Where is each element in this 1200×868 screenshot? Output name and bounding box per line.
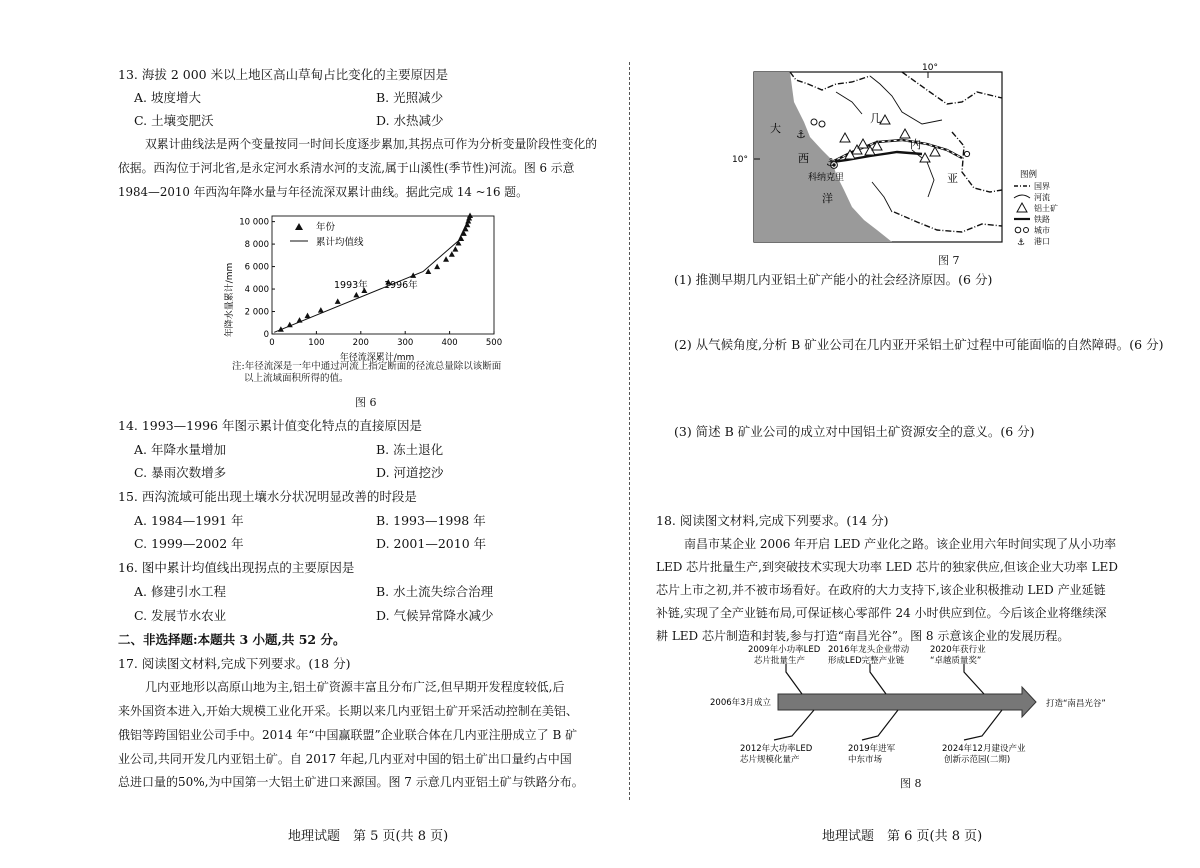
x-tick-label: 0 [269, 338, 275, 348]
milestone-2024-line-1: 2024年12月建设产业 [942, 744, 1026, 754]
q17-3: (3) 简述 B 矿业公司的成立对中国铝土矿资源安全的意义。(6 分) [674, 424, 1035, 439]
q13-option-c: C. 土壤变肥沃 [134, 113, 214, 128]
q17-2: (2) 从气候角度,分析 B 矿业公司在几内亚开采铝土矿过程中可能面临的自然障碍。(6 分) [674, 337, 1164, 352]
data-point-year [458, 235, 464, 241]
page-6-column [630, 0, 1200, 868]
timeline-start: 2006年3月成立 [710, 698, 772, 708]
map-legend [1014, 169, 1058, 248]
chart-x-axis-label: 年径流深累计/mm [339, 353, 415, 363]
intro-line-2: 依据。西沟位于河北省,是永定河水系清水河的支流,属于山溪性(季节性)河流。图 6 示意 [118, 161, 575, 175]
data-point-year [449, 251, 455, 257]
q14-stem: 14. 1993—1996 年图示累计值变化特点的直接原因是 [118, 418, 422, 433]
q14-option-b: B. 冻土退化 [376, 442, 444, 457]
figure-8-caption: 图 8 [900, 777, 922, 790]
y-tick-label: 10 000 [239, 217, 269, 228]
milestone-2009-line-1: 2009年小功率LED [748, 645, 821, 655]
data-point-year [467, 212, 473, 218]
x-tick-label: 100 [308, 338, 325, 348]
q15-option-b: B. 1993—1998 年 [376, 513, 486, 528]
milestone-2019-line-2: 中东市场 [848, 755, 883, 765]
y-tick-label: 8 000 [244, 240, 269, 251]
legend-port-icon: ⚓ [1017, 238, 1026, 248]
x-tick-label: 500 [485, 338, 503, 348]
data-point-year [287, 322, 293, 328]
q17-1: (1) 推测早期几内亚铝土矿产能小的社会经济原因。(6 分) [674, 272, 993, 287]
y-tick-label: 0 [263, 330, 269, 340]
q13-option-a: A. 坡度增大 [134, 90, 201, 105]
footer-page-5: 地理试题 第 5 页(共 8 页) [288, 829, 449, 844]
y-tick-label: 4 000 [244, 285, 269, 296]
map-longitude-label: 10° [922, 63, 938, 73]
q15-option-a: A. 1984—1991 年 [134, 513, 244, 528]
figure-6-chart [222, 210, 512, 370]
q17-line-1: 几内亚地形以高原山地为主,铝土矿资源丰富且分布广泛,但早期开发程度较低,后 [145, 680, 565, 694]
ocean-label-1: 大 [770, 122, 781, 135]
data-point-year [443, 256, 449, 262]
annotation-1996: 1996年 [384, 280, 418, 291]
country-label-3: 亚 [947, 172, 958, 185]
legend-port: 港口 [1034, 237, 1050, 246]
q17-line-2: 来外国资本进入,开始大规模工业化开采。长期以来几内亚铝土矿开采活动控制在美铝、 [118, 704, 578, 718]
data-point-year [297, 317, 303, 323]
q15-option-d: D. 2001—2010 年 [376, 536, 487, 551]
q15-stem: 15. 西沟流域可能出现土壤水分状况明显改善的时段是 [118, 489, 417, 504]
legend-border: 国界 [1034, 182, 1050, 191]
q17-line-3: 俄铝等跨国铝业公司手中。2014 年“中国赢联盟”企业联合体在几内亚注册成立了 B 矿 [118, 728, 578, 742]
figure-6-caption: 图 6 [355, 396, 377, 409]
legend-river: 河流 [1034, 193, 1050, 202]
x-tick-label: 300 [397, 338, 414, 348]
data-point-year [353, 292, 359, 298]
q14-option-c: C. 暴雨次数增多 [134, 465, 227, 480]
figure-6-note-line-2: 以上流域面积所得的值。 [244, 373, 349, 384]
chart-y-axis-label: 年降水量累计/mm [225, 262, 235, 338]
q13-option-b: B. 光照减少 [376, 90, 444, 105]
milestone-2012-line-2: 芯片规模化量产 [740, 755, 800, 765]
ocean-label-3: 洋 [822, 192, 833, 205]
q17-line-5: 总进口量的50%,为中国第一大铝土矿进口来源国。图 7 示意几内亚铝土矿与铁路分布。 [118, 775, 584, 789]
q16-stem: 16. 图中累计均值线出现拐点的主要原因是 [118, 560, 355, 575]
milestone-2012-line-1: 2012年大功率LED [740, 744, 813, 754]
annotation-1993: 1993年 [334, 280, 368, 291]
footer-page-6: 地理试题 第 6 页(共 8 页) [822, 829, 983, 844]
q16-option-a: A. 修建引水工程 [134, 584, 226, 599]
country-label-2: 内 [910, 138, 921, 151]
timeline-end: 打造“南昌光谷” [1046, 699, 1106, 709]
q16-option-b: B. 水土流失综合治理 [376, 584, 494, 599]
q16-option-d: D. 气候异常降水减少 [376, 608, 494, 623]
x-tick-label: 400 [441, 338, 458, 348]
milestone-2016-line-1: 2016年龙头企业带动 [828, 645, 910, 655]
figure-7-map [732, 62, 1147, 248]
ocean-label-2: 西 [798, 152, 809, 165]
legend-line-label: 累计均值线 [316, 237, 364, 248]
figure-8-timeline [702, 640, 1152, 770]
milestone-2016-line-2: 形成LED完整产业链 [828, 656, 905, 666]
q15-option-c: C. 1999—2002 年 [134, 536, 244, 551]
q18-line-3: 芯片上市之初,并不被市场看好。在政府的大力支持下,该企业积极推动 LED 产业延链 [656, 583, 1106, 597]
data-point-year [335, 298, 341, 304]
q13-stem: 13. 海拔 2 000 米以上地区高山草甸占比变化的主要原因是 [118, 67, 449, 82]
map-legend-title: 图例 [1020, 170, 1038, 180]
city-label-conakry: 科纳克里 [808, 173, 845, 183]
data-point-year [318, 307, 324, 313]
section-2-heading: 二、非选择题:本题共 3 小题,共 52 分。 [118, 632, 346, 647]
q14-option-d: D. 河道挖沙 [376, 465, 444, 480]
q18-line-5: 耕 LED 芯片制造和封装,参与打造“南昌光谷”。图 8 示意该企业的发展历程。 [656, 629, 1070, 643]
port-icon: ⚓ [826, 156, 836, 169]
milestone-2020-line-2: “卓越质量奖” [930, 656, 982, 666]
intro-line-3: 1984—2010 年西沟年降水量与年径流深双累计曲线。据此完成 14 ~16 题。 [118, 185, 528, 199]
q13-option-d: D. 水热减少 [376, 113, 444, 128]
timeline-arrow [778, 687, 1036, 717]
country-label-1: 几 [870, 112, 881, 125]
milestone-2020-line-1: 2020年获行业 [930, 645, 986, 655]
plot-frame [272, 216, 494, 334]
q17-stem: 17. 阅读图文材料,完成下列要求。(18 分) [118, 656, 351, 671]
q14-option-a: A. 年降水量增加 [134, 442, 226, 457]
legend-railway: 铁路 [1034, 215, 1050, 224]
q18-line-2: LED 芯片批量生产,到突破技术实现大功率 LED 芯片的独家供应,但该企业大功率 LED [656, 560, 1118, 574]
data-point-year [452, 246, 458, 252]
figure-7-caption: 图 7 [938, 254, 960, 267]
q17-line-4: 业公司,共同开发几内亚铝土矿。自 2017 年起,几内亚对中国的铝土矿出口量约占中国 [118, 752, 572, 766]
map-latitude-label: 10° [732, 155, 748, 165]
legend-bauxite: 铝土矿 [1034, 204, 1058, 213]
q18-line-1: 南昌市某企业 2006 年开启 LED 产业化之路。该企业用六年时间实现了从小功率 [684, 537, 1117, 551]
legend-year-label: 年份 [316, 222, 336, 233]
port-icon: ⚓ [796, 128, 806, 141]
q16-option-c: C. 发展节水农业 [134, 608, 227, 623]
milestone-2009-line-2: 芯片批量生产 [754, 656, 806, 666]
figure-6-note-line-1: 注:年径流深是一年中通过河流上指定断面的径流总量除以该断面 [232, 361, 502, 372]
data-point-year [305, 313, 311, 319]
cumulative-mean-line [274, 216, 470, 332]
x-tick-label: 200 [352, 338, 369, 348]
q18-stem: 18. 阅读图文材料,完成下列要求。(14 分) [656, 513, 889, 528]
q18-line-4: 补链,实现了全产业链布局,可保证核心零部件 24 小时供应到位。今后该企业将继续深 [656, 606, 1107, 620]
data-point-year [434, 264, 440, 270]
legend-city: 城市 [1034, 226, 1050, 235]
y-tick-label: 2 000 [244, 307, 269, 318]
y-tick-label: 6 000 [244, 262, 269, 273]
intro-line-1: 双累计曲线法是两个变量按同一时间长度逐步累加,其拐点可作为分析变量阶段性变化的 [145, 137, 598, 151]
milestone-2019-line-1: 2019年进军 [848, 744, 896, 754]
milestone-2024-line-2: 创新示范园(二期) [944, 755, 1011, 765]
legend-year-marker [295, 223, 303, 230]
